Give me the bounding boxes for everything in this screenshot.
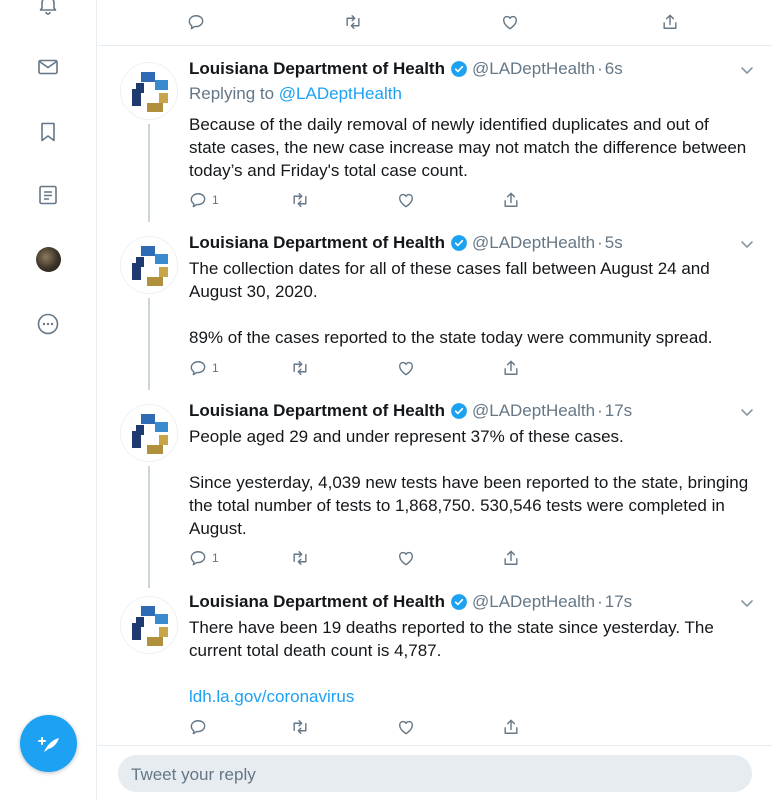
- tweet[interactable]: [98, 222, 772, 390]
- tweet-thread: [98, 0, 772, 800]
- timestamp[interactable]: 6s: [604, 59, 623, 78]
- separator-dot: ·: [597, 401, 603, 420]
- reply-count: 1: [212, 361, 219, 375]
- tweet-paragraph: 89% of the cases reported to the state today were community spread.: [189, 328, 713, 347]
- mail-icon[interactable]: [36, 55, 60, 79]
- author-name[interactable]: Louisiana Department of Health: [189, 59, 445, 78]
- reply-icon: [188, 358, 208, 378]
- share-icon: [501, 358, 521, 378]
- bell-icon[interactable]: [36, 0, 60, 16]
- share-button[interactable]: [501, 190, 521, 210]
- avatar[interactable]: [36, 247, 61, 272]
- author-handle[interactable]: @LADeptHealth: [471, 592, 596, 611]
- list-icon[interactable]: [36, 183, 60, 207]
- replying-prefix: Replying to: [189, 84, 275, 103]
- timestamp[interactable]: 5s: [604, 233, 623, 252]
- prev-tweet-actions: [98, 0, 772, 46]
- tweet[interactable]: [98, 580, 772, 746]
- reply-count: 1: [212, 551, 219, 565]
- ldh-logo-avatar[interactable]: [120, 596, 178, 654]
- share-icon: [501, 717, 521, 737]
- tweet-reply-input[interactable]: Tweet your reply: [118, 755, 752, 792]
- reply-button[interactable]: [186, 12, 206, 32]
- ldh-logo-avatar[interactable]: [120, 236, 178, 294]
- tweet-header: [189, 591, 632, 613]
- chevron-down-icon[interactable]: [739, 404, 755, 420]
- tweet-paragraph: The collection dates for all of these cases fall between August 24 and August 30, 2020.: [189, 259, 710, 301]
- thread-line: [148, 298, 150, 390]
- chevron-down-icon[interactable]: [739, 595, 755, 611]
- tweet-text: [189, 113, 749, 182]
- reply-button[interactable]: [188, 190, 219, 210]
- like-icon: [396, 717, 416, 737]
- author-name[interactable]: Louisiana Department of Health: [189, 401, 445, 420]
- tweet-header: [189, 58, 623, 80]
- author-name[interactable]: Louisiana Department of Health: [189, 592, 445, 611]
- tweet-paragraph: There have been 19 deaths reported to the state since yesterday. The current total death count is 4,787.: [189, 618, 714, 660]
- timestamp[interactable]: 17s: [604, 401, 633, 420]
- like-button[interactable]: [396, 358, 416, 378]
- chevron-down-icon[interactable]: [739, 62, 755, 78]
- like-icon: [500, 12, 520, 32]
- retweet-button[interactable]: [290, 358, 310, 378]
- author-handle[interactable]: @LADeptHealth: [471, 59, 596, 78]
- ldh-logo-avatar[interactable]: [120, 404, 178, 462]
- tweet[interactable]: [98, 46, 772, 222]
- retweet-button[interactable]: [290, 190, 310, 210]
- verified-icon: [450, 593, 468, 611]
- retweet-icon: [343, 12, 363, 32]
- tweet-paragraph: Because of the daily removal of newly identified duplicates and out of state cases, the new case increase may not match the difference between today’s and Friday's total case count.: [189, 115, 747, 180]
- reply-button[interactable]: [188, 717, 212, 737]
- reply-count: 1: [212, 193, 219, 207]
- share-button[interactable]: [501, 548, 521, 568]
- reply-icon: [188, 190, 208, 210]
- retweet-icon: [290, 548, 310, 568]
- coronavirus-link[interactable]: ldh.la.gov/coronavirus: [189, 687, 355, 706]
- share-icon: [660, 12, 680, 32]
- thread-line: [148, 124, 150, 222]
- share-button[interactable]: [660, 12, 680, 32]
- retweet-icon: [290, 717, 310, 737]
- reply-button[interactable]: [188, 358, 219, 378]
- like-button[interactable]: [396, 548, 416, 568]
- replying-to: [189, 84, 402, 104]
- retweet-button[interactable]: [343, 12, 363, 32]
- author-handle[interactable]: @LADeptHealth: [471, 233, 596, 252]
- left-nav: [0, 0, 97, 800]
- retweet-icon: [290, 190, 310, 210]
- separator-dot: ·: [597, 233, 603, 252]
- replying-to-link[interactable]: @LADeptHealth: [278, 84, 402, 103]
- reply-button[interactable]: [188, 548, 219, 568]
- tweet-paragraph: People aged 29 and under represent 37% of these cases.: [189, 427, 624, 446]
- like-button[interactable]: [396, 190, 416, 210]
- author-handle[interactable]: @LADeptHealth: [471, 401, 596, 420]
- tweet-text: [189, 425, 749, 540]
- verified-icon: [450, 60, 468, 78]
- reply-icon: [188, 717, 208, 737]
- tweet-text: [189, 257, 749, 349]
- like-button[interactable]: [396, 717, 416, 737]
- thread-line: [148, 466, 150, 588]
- timestamp[interactable]: 17s: [604, 592, 633, 611]
- share-button[interactable]: [501, 717, 521, 737]
- like-icon: [396, 358, 416, 378]
- compose-tweet-icon: [34, 729, 64, 759]
- tweet-header: [189, 232, 623, 254]
- separator-dot: ·: [597, 592, 603, 611]
- separator-dot: ·: [597, 59, 603, 78]
- compose-tweet-button[interactable]: [20, 715, 77, 772]
- like-button[interactable]: [500, 12, 520, 32]
- retweet-button[interactable]: [290, 717, 310, 737]
- like-icon: [396, 190, 416, 210]
- share-icon: [501, 190, 521, 210]
- share-icon: [501, 548, 521, 568]
- tweet-header: [189, 400, 632, 422]
- reply-icon: [186, 12, 206, 32]
- more-icon[interactable]: [36, 312, 60, 336]
- share-button[interactable]: [501, 358, 521, 378]
- like-icon: [396, 548, 416, 568]
- chevron-down-icon[interactable]: [739, 236, 755, 252]
- verified-icon: [450, 234, 468, 252]
- tweet-paragraph: Since yesterday, 4,039 new tests have been reported to the state, bringing the total number of tests to 1,868,750. 530,546 tests were completed in August.: [189, 473, 749, 538]
- author-name[interactable]: Louisiana Department of Health: [189, 233, 445, 252]
- ldh-logo-avatar[interactable]: [120, 62, 178, 120]
- tweet[interactable]: [98, 390, 772, 580]
- tweet-text: [189, 616, 749, 708]
- verified-icon: [450, 402, 468, 420]
- reply-icon: [188, 548, 208, 568]
- bookmark-icon[interactable]: [36, 120, 60, 144]
- retweet-icon: [290, 358, 310, 378]
- retweet-button[interactable]: [290, 548, 310, 568]
